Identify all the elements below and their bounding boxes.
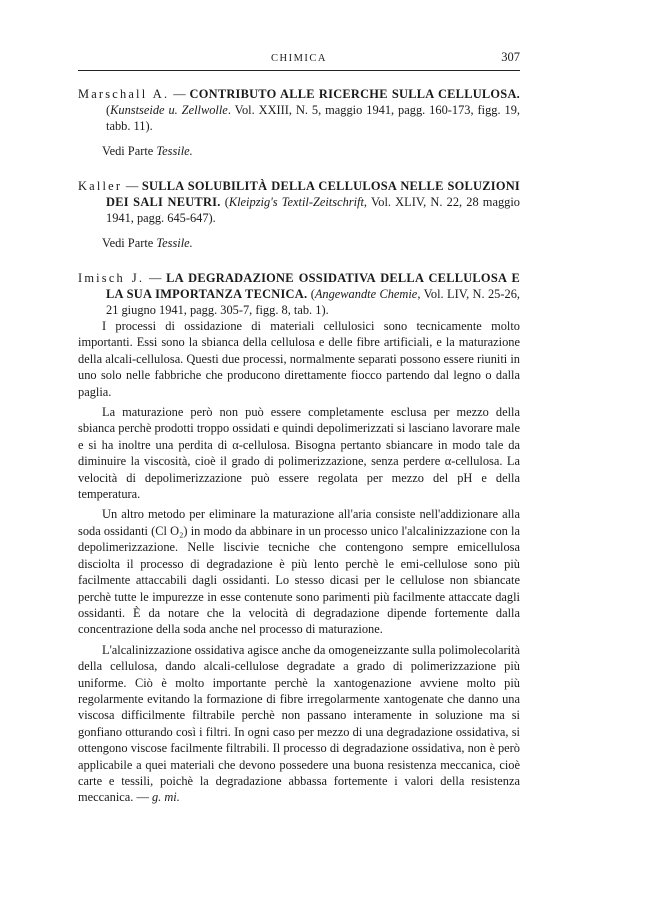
paragraph: La maturazione però non può essere completamente esclusa per mezzo della sbianca perchè prodotti troppo ossidati e quindi depolimerizzati si lasciano lavorare male e si ha inoltre una perdita di α-cellulosa. Bisogna pertanto sbiancare in modo tale da diminuire la viscosità, cioè il grado di polimerizzazione, senza perdere α-cellulosa. La velocità di depolimerizzazione può essere regolata per mezzo del pH e della temperatura. bbox=[78, 405, 520, 502]
entry-title: LA DEGRADAZIONE OSSIDATIVA DELLA CELLULOSA E LA SUA IMPORTANZA TECNICA. bbox=[106, 271, 521, 302]
entry-reference bbox=[78, 86, 520, 135]
see-also bbox=[102, 235, 520, 251]
entry-journal: Angewandte Chemie bbox=[314, 287, 418, 302]
entry-citation: . Vol. XXIII, N. 5, maggio 1941, pagg. 160-173, figg. 19, tabb. 11). bbox=[106, 103, 520, 134]
entry-journal: Kunstseide u. Zellwolle bbox=[110, 103, 228, 118]
entry-reference bbox=[78, 270, 520, 319]
see-label: Vedi Parte bbox=[102, 143, 157, 158]
entry-reference bbox=[78, 178, 520, 227]
entry-author: Kaller bbox=[78, 179, 123, 193]
running-header bbox=[78, 46, 520, 71]
entry-source-open: ( bbox=[106, 103, 111, 118]
bibliography-entry bbox=[78, 86, 520, 159]
entry-citation: , Vol. XLIV, N. 22, 28 maggio 1941, pagg. 645-647). bbox=[106, 195, 520, 226]
bibliography-entry bbox=[78, 178, 520, 251]
see-target: Tessile. bbox=[156, 143, 193, 158]
page-number: 307 bbox=[501, 50, 520, 64]
see-target: Tessile. bbox=[156, 235, 193, 250]
abstract-body bbox=[78, 318, 520, 810]
entry-dash: — bbox=[122, 179, 142, 193]
see-label: Vedi Parte bbox=[102, 235, 157, 250]
entry-source-open: ( bbox=[307, 287, 315, 302]
signature: g. mi. bbox=[151, 790, 180, 805]
entry-dash: — bbox=[169, 87, 190, 101]
entry-title: SULLA SOLUBILITÀ DELLA CELLULOSA NELLE SOLUZIONI DEI SALI NEUTRI. bbox=[106, 179, 520, 210]
paragraph: I processi di ossidazione di materiali cellulosici sono tecnicamente molto importanti. Essi sono la sbianca della cellulosa e delle fibre artificiali, e la maturazione della alcali-cellulosa. Questi due processi, normalmente separati possono essere riuniti in uno solo nelle fabbriche che producono direttamente fiocco partendo dal legno o dalla paglia. bbox=[78, 319, 520, 399]
entry-dash: — bbox=[144, 271, 167, 285]
entry-source-open: ( bbox=[220, 195, 229, 210]
entry-author: Imisch J. bbox=[78, 271, 145, 285]
entry-author: Marschall A. bbox=[78, 87, 170, 101]
section-title: CHIMICA bbox=[270, 53, 327, 64]
entry-journal: Kleipzig's Textil-Zeitschrift bbox=[228, 195, 364, 210]
paragraph-text: L'alcalinizzazione ossidativa agisce anche da omogeneizzante sulla polimolecolarità della cellulosa, dando alcali-cellulose degradate a grado di polimerizzazione più uniforme. Ciò è molto importante perchè la xantogenazione avviene molto più regolarmente evitando la formazione di fibre irregolarmente xantogenate che danno una viscosa difficilmente filtrabile perchè non passano interamente in soluzione ma si gonfiano otturando così i filtri. In ogni caso per mezzo di una degradazione ossidativa, si ottengono viscose facilmente filtrabili. Il processo di degradazione ossidativa, non è però applicabile a quei materiali che devono possedere una buona resistenza meccanica, cioè carte e tessili, poichè la degradazione abbassa fortemente i valori della resistenza meccanica. — bbox=[78, 642, 520, 805]
see-also bbox=[102, 143, 520, 159]
paragraph bbox=[78, 642, 520, 806]
paragraph: Un altro metodo per eliminare la maturazione all'aria consiste nell'addizionare alla soda ossidanti (Cl O₂) in modo da abbinare in un processo unico l'alcalinizzazione con la depolimerizzazione. Nelle lisciviе tecniche che contengono sempre emicellulosa disciolta il processo di degradazione è più lento perchè le emi-cellulose sono più facilmente attaccabili dagli ossidanti. Lo stesso dicasi per le cellulose non sbiancate perchè tutte le impurezze in esse contenute sono parimenti più facilmente attaccate dagli ossidanti. È da notare che la velocità di degradazione dipende fortemente dalla concentrazione della soda anche nel processo di maturazione. bbox=[78, 507, 520, 637]
bibliography-entry bbox=[78, 270, 520, 319]
entry-title: CONTRIBUTO ALLE RICERCHE SULLA CELLULOSA. bbox=[189, 87, 520, 101]
entry-citation: , Vol. LIV, N. 25-26, 21 giugno 1941, pagg. 305-7, figg. 8, tab. 1). bbox=[106, 287, 520, 318]
